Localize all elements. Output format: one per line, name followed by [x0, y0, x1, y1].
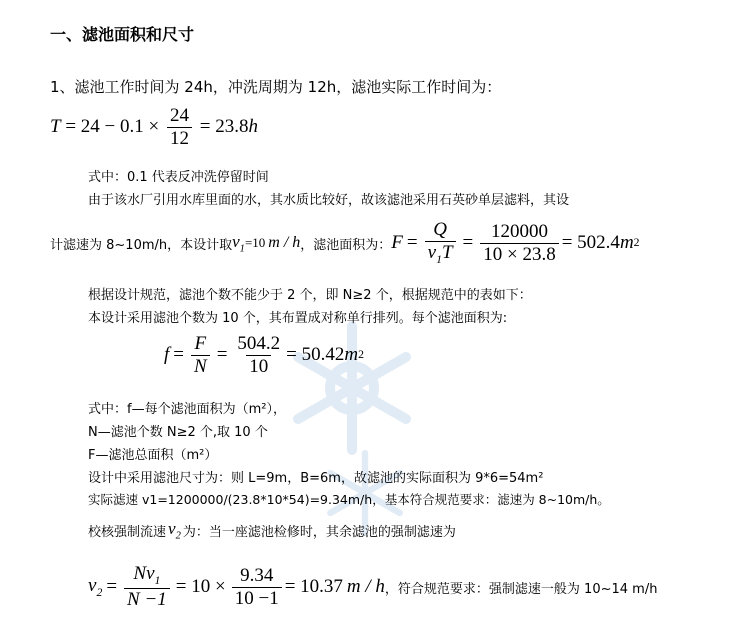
formula-v2-frac2-den: 10 −1: [232, 587, 282, 609]
formula-v2-unit: m / h: [346, 576, 385, 598]
formula-v2-fraction2: [232, 566, 282, 609]
formula-v2-fraction1: [124, 564, 170, 610]
check-v2: [168, 519, 181, 541]
formula-v2-frac1-num-sub: 1: [154, 573, 161, 587]
formula-v2-eq: =: [106, 576, 118, 598]
rate-area-label: ，滤池面积为：: [300, 237, 392, 253]
rate-v-symbol: [232, 232, 245, 254]
formula-f-frac1-num: F: [194, 333, 207, 354]
formula-f-eq2: =: [216, 344, 228, 366]
formula-F-result: = 502.4: [561, 232, 620, 254]
formula-f-frac2-den: 10: [246, 355, 271, 377]
formula-F-frac1-den-T: T: [441, 241, 453, 263]
formula-F-frac1-den-sub: 1: [436, 252, 442, 266]
check-prefix: 校核强制流速: [88, 524, 167, 540]
formula-F-lhs: F: [391, 232, 403, 254]
formula-f-unit-sup: 2: [358, 348, 364, 362]
formula-F-frac1-den: [425, 241, 456, 266]
formula-v2-frac1-den-text: N −1: [127, 589, 167, 611]
formula-F-fraction2: [480, 222, 558, 265]
rate-v-value: =10: [244, 235, 266, 251]
item1-text: 1、滤池工作时间为 24h，冲洗周期为 12h，滤池实际工作时间为：: [50, 78, 502, 96]
formula-v2-tail: ，符合规范要求：强制滤速一般为 10~14 m/h: [384, 581, 658, 597]
rate-v: v: [232, 231, 240, 251]
formula-v2-mid: = 10 ×: [175, 576, 226, 598]
formula-v2-frac1-den: [124, 588, 170, 610]
rate-v-unit: m / h: [268, 234, 301, 252]
check-v: v: [168, 519, 176, 538]
formula-F-eq2: =: [462, 232, 474, 254]
actual-rate-line: 实际滤速 v1=1200000/(23.8*10*54)=9.34m/h，基本符合规范要求：滤速为 8~10m/h。: [88, 492, 610, 507]
formula-v2-result: = 10.37: [284, 576, 343, 598]
formula-f-fraction2: [234, 334, 283, 377]
rate-v-sub: 1: [239, 243, 245, 255]
formula-T-unit: h: [248, 115, 258, 137]
formula-F-unit-sup: 2: [633, 236, 640, 250]
formula-F-eq: =: [406, 232, 418, 254]
formula-F-fraction1: [425, 220, 456, 266]
formula-f-frac2-num: 504.2: [237, 333, 281, 354]
formula-F-frac2-num: 120000: [490, 220, 548, 242]
formula-T: [50, 106, 258, 149]
formula-T-result: = 23.8: [199, 115, 249, 137]
legend-line-F: F—滤池总面积（m²）: [88, 448, 218, 463]
formula-v2-lhs-sub: 2: [96, 585, 103, 599]
formula-f-unit: m: [344, 344, 359, 366]
section-heading: 一、滤池面积和尺寸: [50, 25, 195, 44]
legend-line-f: 式中：f—每个滤池面积为（m²），: [88, 402, 286, 417]
rate-prefix: 计滤速为 8~10m/h，本设计取: [50, 237, 233, 253]
count-line-1: 根据设计规范，滤池个数不能少于 2 个，即 N≥2 个，根据规范中的表如下：: [88, 288, 532, 303]
formula-f-frac1-den: N: [191, 355, 210, 377]
formula-v2-lhs-v: v: [88, 574, 97, 596]
formula-F: [391, 220, 639, 266]
count-line-2: 本设计采用滤池个数为 10 个，其布置成对称单行排列。每个滤池面积为:: [88, 311, 508, 326]
size-line: 设计中采用滤池尺寸为：则 L=9m，B=6m，故滤池的实际面积为 9*6=54m²: [88, 471, 544, 486]
formula-F-frac2-den: 10 × 23.8: [480, 243, 558, 265]
formula-v2-frac2-num: 9.34: [240, 564, 274, 586]
formula-T-fraction: [167, 106, 192, 149]
formula-v2-lhs: [88, 575, 102, 600]
rate-line: [50, 220, 640, 266]
legend-line-N: N—滤池个数 N≥2 个,取 10 个: [88, 425, 268, 440]
formula-f-result: = 50.42: [286, 344, 345, 366]
formula-f-eq: =: [173, 344, 184, 366]
formula-v2: [88, 564, 657, 610]
formula-f-fraction1: [191, 334, 210, 377]
formula-v2-frac1-num: [130, 564, 163, 588]
formula-F-frac1-den-v: v: [427, 241, 437, 263]
formula-v2-frac1-num-Nv: Nv: [133, 563, 155, 584]
formula-T-numerator: 24: [169, 105, 189, 126]
note-reserve: 式中：0.1 代表反冲洗停留时间: [88, 170, 269, 185]
formula-F-frac1-num: Q: [433, 219, 447, 240]
formula-F-unit: m: [619, 232, 634, 254]
formula-T-lhs: T: [50, 115, 61, 137]
formula-f-lhs: f: [164, 344, 170, 366]
formula-T-denominator: 12: [167, 127, 192, 149]
formula-f: [164, 334, 364, 377]
check-v-sub: 2: [175, 530, 181, 542]
filter-description: 由于该水厂引用水库里面的水，其水质比较好，故该滤池采用石英砂单层滤料，其设: [88, 193, 570, 208]
check-suffix: 为：当一座滤池检修时，其余滤池的强制滤速为: [182, 524, 456, 540]
formula-T-expr: = 24 − 0.1 ×: [65, 115, 160, 137]
check-line: [88, 519, 456, 541]
